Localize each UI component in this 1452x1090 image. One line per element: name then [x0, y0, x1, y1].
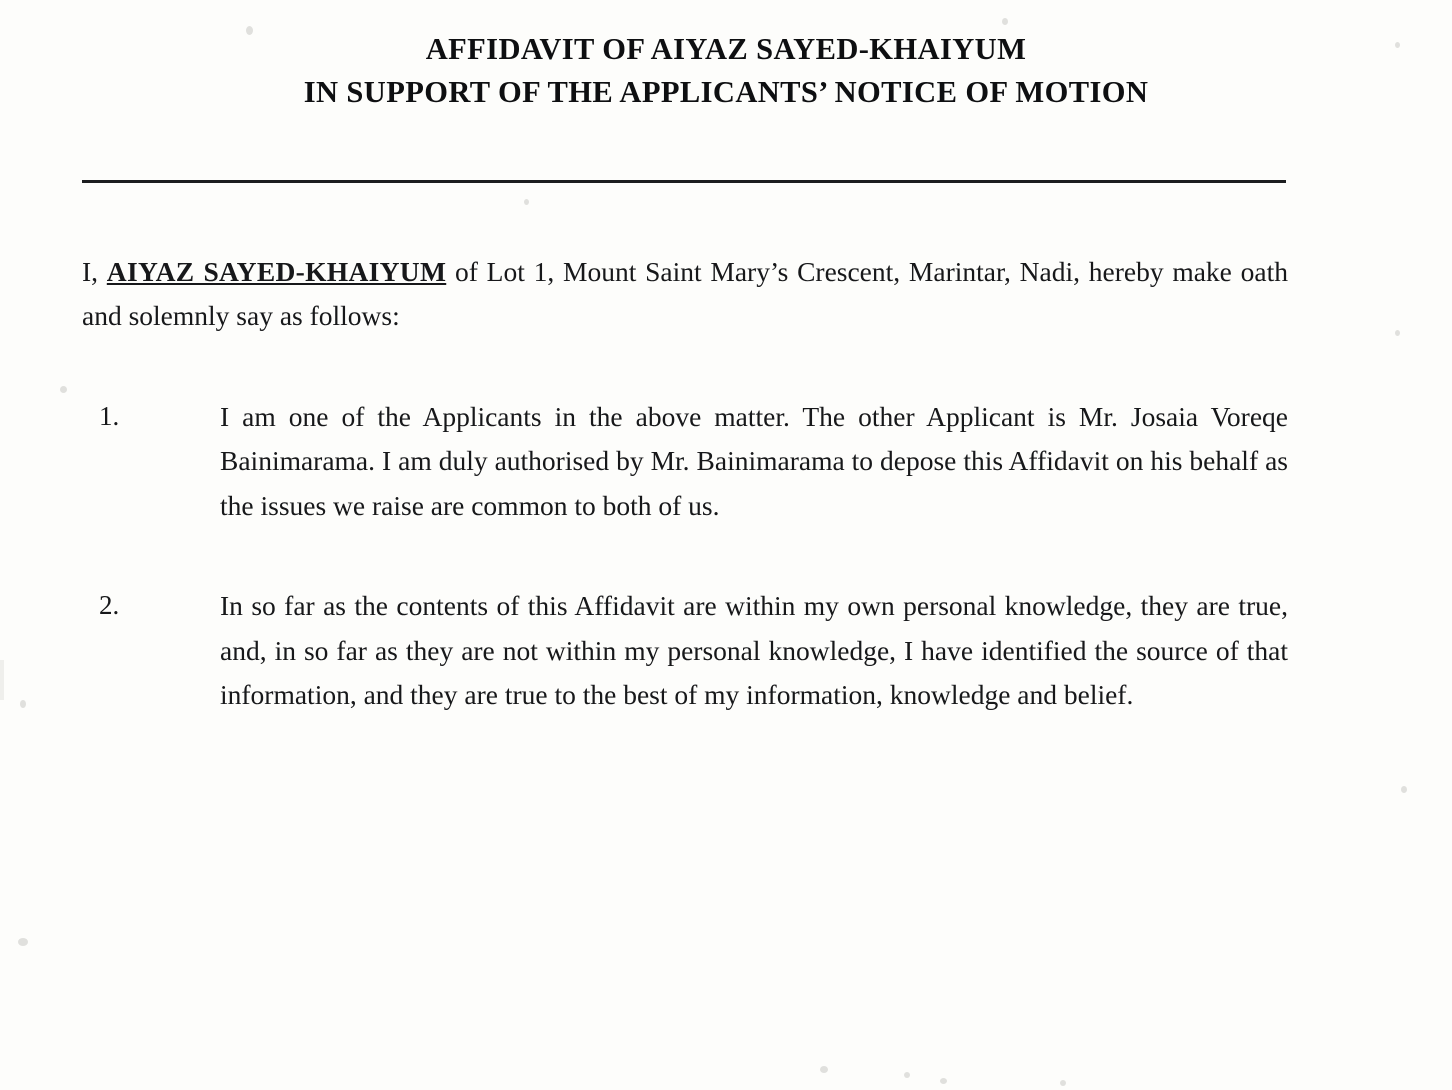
scan-speck: [20, 700, 26, 708]
document-title: [0, 0, 1452, 115]
scan-speck: [1395, 330, 1400, 336]
scan-speck: [820, 1066, 828, 1073]
paragraph-text: I am one of the Applicants in the above matter. The other Applicant is Mr. Josaia Voreqe Bainimarama. I am duly authorised by Mr. Bainimarama to depose this Affidavit on his behalf as the issues we raise are common to both of us.: [220, 400, 1288, 521]
deponent-name: AIYAZ SAYED-KHAIYUM: [106, 255, 447, 287]
paragraph-text: In so far as the contents of this Affidavit are within my own personal knowledge, they are true, and, in so far as they are not within my personal knowledge, I have identified the source of that information, and they are true to the best of my information, knowledge and belief.: [220, 590, 1288, 711]
numbered-paragraph: [82, 395, 1288, 529]
title-line-2: IN SUPPORT OF THE APPLICANTS’ NOTICE OF MOTION: [303, 75, 1149, 110]
scan-speck: [1002, 18, 1008, 25]
scan-edge-mark: [0, 660, 4, 700]
deponent-intro-paragraph: [82, 250, 1288, 339]
document-body: [82, 222, 1288, 718]
numbered-paragraph: [82, 584, 1288, 718]
scan-speck: [1395, 42, 1400, 48]
intro-prefix: I,: [82, 255, 107, 287]
scan-speck: [1401, 786, 1407, 793]
paragraph-number: 2.: [99, 590, 120, 621]
scan-speck: [246, 26, 253, 35]
intro-rest: of Lot 1, Mount Saint Mary’s Crescent, Marintar, Nadi, hereby make oath and solemnly say as follows:: [82, 255, 1288, 332]
scan-speck: [904, 1072, 910, 1078]
header-divider-rule: [82, 180, 1286, 183]
scan-speck: [60, 386, 67, 393]
scan-speck: [18, 938, 28, 946]
scan-speck: [940, 1078, 947, 1084]
title-line-1: AFFIDAVIT OF AIYAZ SAYED-KHAIYUM: [425, 32, 1027, 66]
paragraph-number: 1.: [99, 400, 120, 431]
scan-speck: [1060, 1080, 1066, 1086]
scan-speck: [524, 199, 529, 205]
